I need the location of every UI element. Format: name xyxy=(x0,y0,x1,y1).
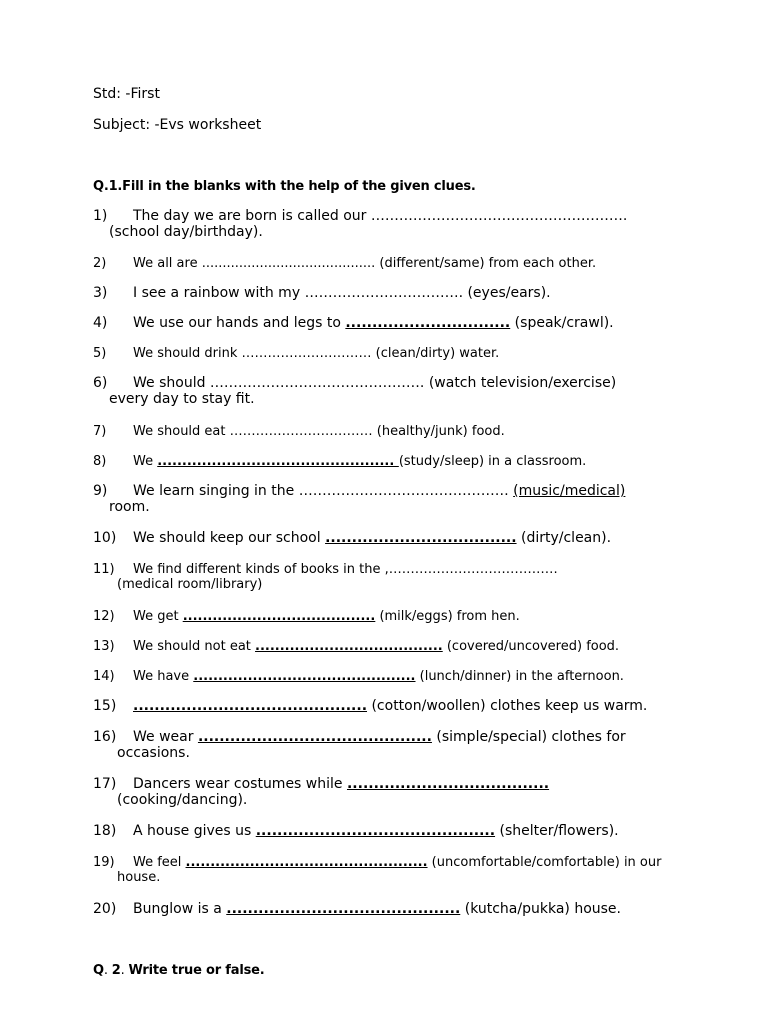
item-number: 11) xyxy=(93,562,115,577)
q2-title: Write true or false. xyxy=(128,963,265,978)
item-number: 16) xyxy=(93,729,117,745)
item-text: We should drink xyxy=(133,346,242,361)
item-number: 20) xyxy=(93,901,117,917)
item-continuation: (cooking/dancing). xyxy=(117,792,248,808)
list-item xyxy=(93,776,673,808)
item-clue: (different/same) from each other. xyxy=(375,256,597,271)
list-item xyxy=(93,823,673,839)
std-line: Std: -First xyxy=(93,86,160,102)
q2-dot: . xyxy=(103,963,112,978)
item-blank: ………………………………… xyxy=(388,562,558,577)
item-continuation: occasions. xyxy=(117,745,190,761)
item-clue: (lunch/dinner) in the afternoon. xyxy=(415,669,624,684)
item-number: 13) xyxy=(93,639,115,654)
list-item xyxy=(93,483,673,515)
item-clue: (simple/special) clothes for xyxy=(431,729,626,745)
item-number: 19) xyxy=(93,855,115,870)
item-number: 5) xyxy=(93,346,107,361)
item-clue: (shelter/flowers). xyxy=(495,823,619,839)
item-text: We all are xyxy=(133,256,202,271)
item-text: We should xyxy=(133,375,210,391)
list-item xyxy=(93,256,673,271)
item-text: We should keep our school xyxy=(133,530,326,546)
item-blank: ............................................ xyxy=(226,901,461,917)
item-blank: ............................................ xyxy=(133,698,368,714)
list-item xyxy=(93,562,673,592)
item-blank: ………………………………………. xyxy=(209,375,425,391)
item-clue: (milk/eggs) from hen. xyxy=(375,609,520,624)
item-number: 12) xyxy=(93,609,115,624)
item-blank: ………………………… xyxy=(241,346,372,361)
item-blank: ……………………………. xyxy=(304,285,464,301)
item-text: We get xyxy=(133,609,183,624)
item-text: We find different kinds of books in the , xyxy=(133,562,389,577)
item-clue: (covered/uncovered) food. xyxy=(442,639,620,654)
item-text: We use our hands and legs to xyxy=(133,315,346,331)
item-number: 10) xyxy=(93,530,117,546)
item-text: Bunglow is a xyxy=(133,901,227,917)
list-item xyxy=(93,901,673,917)
item-blank: .................................... xyxy=(325,530,517,546)
item-clue: (cotton/woollen) clothes keep us warm. xyxy=(367,698,648,714)
item-text: We have xyxy=(133,669,194,684)
list-item xyxy=(93,454,673,469)
item-number: 1) xyxy=(93,208,108,224)
item-text: Dancers wear costumes while xyxy=(133,776,347,792)
list-item xyxy=(93,208,673,240)
q2-dot: . xyxy=(120,963,129,978)
item-text: We feel xyxy=(133,855,186,870)
q2-number: 2 xyxy=(111,963,121,978)
item-text: A house gives us xyxy=(133,823,256,839)
item-number: 8) xyxy=(93,454,107,469)
item-blank: ................................................ xyxy=(157,454,399,469)
list-item xyxy=(93,698,673,714)
item-blank: ………………………………………………. xyxy=(370,208,628,224)
item-blank: ............................................. xyxy=(255,823,496,839)
list-item xyxy=(93,346,673,361)
item-text: We should eat xyxy=(133,424,230,439)
item-clue: (study/sleep) in a classroom. xyxy=(398,454,587,469)
list-item xyxy=(93,855,673,885)
item-text: We learn singing in the xyxy=(133,483,299,499)
item-number: 2) xyxy=(93,256,107,271)
item-number: 17) xyxy=(93,776,117,792)
item-clue: (speak/crawl). xyxy=(510,315,614,331)
subject-line: Subject: -Evs worksheet xyxy=(93,117,262,133)
item-clue: (clean/dirty) water. xyxy=(371,346,500,361)
item-number: 3) xyxy=(93,285,108,301)
item-clue: (kutcha/pukka) house. xyxy=(460,901,621,917)
item-blank: ................................................. xyxy=(185,855,428,870)
item-continuation: (medical room/library) xyxy=(117,577,263,592)
item-number: 18) xyxy=(93,823,117,839)
item-text: We should not eat xyxy=(133,639,256,654)
item-number: 15) xyxy=(93,698,117,714)
list-item xyxy=(93,530,673,546)
list-item xyxy=(93,639,673,654)
list-item xyxy=(93,729,673,761)
item-blank: ……………………………………… xyxy=(298,483,514,499)
item-continuation: (school day/birthday). xyxy=(109,224,263,240)
q2-heading xyxy=(93,963,264,978)
item-blank: ............................................. xyxy=(193,669,416,684)
item-number: 6) xyxy=(93,375,108,391)
item-blank: ...................................... xyxy=(255,639,443,654)
item-number: 7) xyxy=(93,424,107,439)
item-clue: (eyes/ears). xyxy=(463,285,551,301)
item-number: 4) xyxy=(93,315,108,331)
item-continuation: room. xyxy=(109,499,150,515)
list-item xyxy=(93,285,673,301)
list-item xyxy=(93,315,673,331)
item-text: I see a rainbow with my xyxy=(133,285,305,301)
item-clue: (uncomfortable/comfortable) in our xyxy=(427,855,662,870)
item-continuation: house. xyxy=(117,870,161,885)
item-blank: ....................................... xyxy=(182,609,376,624)
item-number: 14) xyxy=(93,669,115,684)
item-clue: (dirty/clean). xyxy=(516,530,612,546)
item-blank: …………………………… xyxy=(229,424,373,439)
list-item xyxy=(93,669,673,684)
item-clue: (music/medical) xyxy=(513,483,626,499)
item-blank: .......................................... xyxy=(201,256,376,271)
item-number: 9) xyxy=(93,483,108,499)
list-item xyxy=(93,424,673,439)
list-item xyxy=(93,609,673,624)
item-text: We xyxy=(133,454,158,469)
list-item xyxy=(93,375,673,407)
item-text: We wear xyxy=(133,729,198,745)
q1-heading: Q.1.Fill in the blanks with the help of the given clues. xyxy=(93,179,476,194)
q2-prefix: Q xyxy=(93,963,104,978)
item-continuation: every day to stay fit. xyxy=(109,391,255,407)
item-blank: ............................... xyxy=(345,315,511,331)
item-blank: ............................................ xyxy=(197,729,432,745)
item-clue: (healthy/junk) food. xyxy=(372,424,505,439)
item-clue: (watch television/exercise) xyxy=(424,375,617,391)
item-text: The day we are born is called our xyxy=(133,208,371,224)
item-blank: ...................................... xyxy=(346,776,550,792)
